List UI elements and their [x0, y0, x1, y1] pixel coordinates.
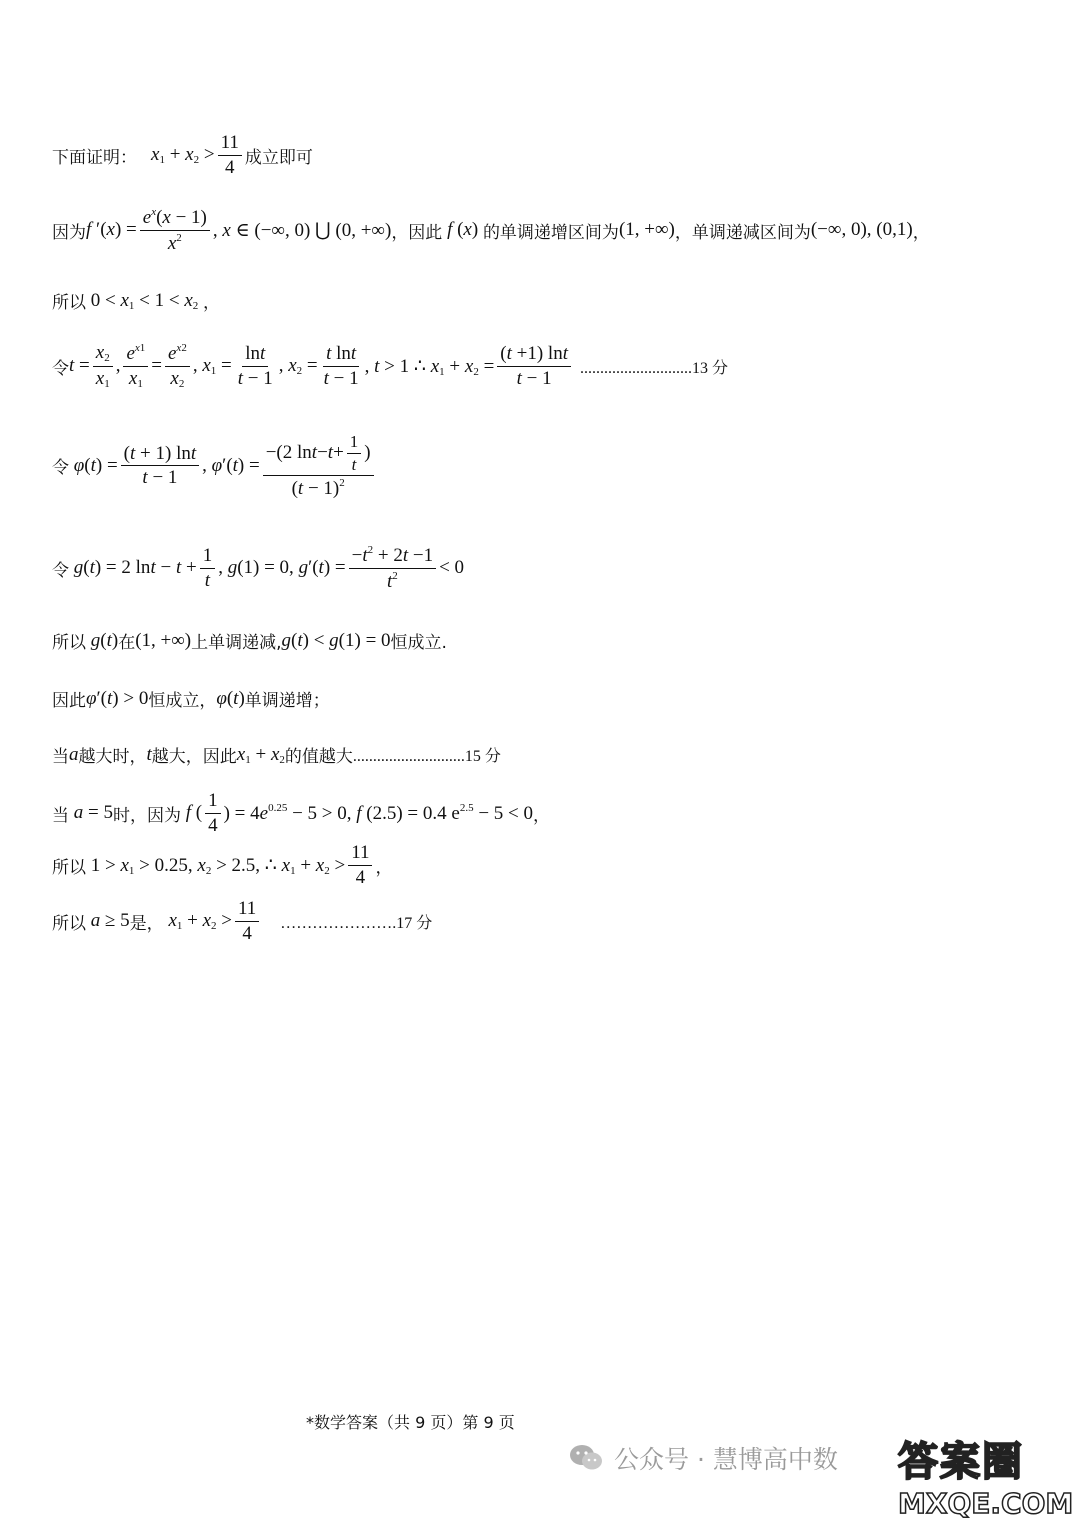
fraction: $\frac{11}{4}$ — [235, 898, 259, 945]
fraction: $\frac{\text{t lnt}}{t - 1}$ — [323, 342, 359, 389]
fraction: $\frac{1}{4}$ — [205, 790, 221, 837]
phi-definition-line: 令 φ(t) = $\frac{(t + 1) \ln t}{t - 1}$ , φ′(t) = −(2 ln t − t + $\frac{1}{t}$ ) $(t - 1)^2$ — [52, 432, 377, 500]
phi-increasing-line: 因此 φ′(t) > 0 恒成立， φ(t) 单调递增； — [52, 687, 330, 711]
site-logo: 答案圈 MXQE.COM — [898, 1439, 1074, 1520]
fraction: $\frac{1}{t}$ — [200, 545, 216, 592]
fraction: $\frac{-t^2 + 2t -1}{t^2}$ — [349, 544, 436, 593]
page-footer: *数学答案（共 9 页）第 9 页 — [306, 1413, 515, 1432]
fraction: −(2 ln t − t + $\frac{1}{t}$ ) $(t - 1)^2$ — [263, 432, 374, 500]
fraction: $\frac{11}{4}$ — [348, 842, 372, 889]
fraction: $\frac{(t +1) \ln t}{t - 1}$ — [497, 343, 571, 390]
fraction: $\frac{e^{x1}}{x_1}$ — [123, 342, 148, 390]
fraction: $\frac{(t + 1) \ln t}{t - 1}$ — [121, 443, 199, 490]
fraction: $\frac{e^x(x - 1)}{x^2}$ — [140, 206, 210, 255]
watermark-text: 公众号 · 慧博高中数 — [614, 1445, 838, 1474]
proof-statement: 下面证明： $x_1 + x_2$ > $\frac{11}{4}$ 成立即可 — [52, 132, 313, 178]
g-decreasing-line: 所以 g(t) 在 (1, +∞) 上单调递减, g(t) < g(1) = 0 恒成立. — [52, 629, 447, 653]
substitution-line: 令 t = $\frac{x_2}{x_1}$ , $\frac{e^{x1}}{x_1}$ = $\frac{e^{x2}}{x_2}$ , $x_1$ = $\frac{\ln t}{t - 1}$ , $x_2$ = $\frac{\text{t lnt}}{t - 1}$ , t > 1 ∴ $x_1 + x_2$ = $\frac{(t +1) \ln t}{t - 1}$ ............................13 分 — [52, 342, 729, 390]
fraction: $\frac{x_2}{x_1}$ — [93, 342, 113, 390]
fraction: $\frac{\ln t}{t - 1}$ — [237, 342, 273, 389]
watermark — [568, 1440, 838, 1476]
final-conclusion-line: 所以 a ≥ 5 是， $x_1 + x_2$ > $\frac{11}{4}$ ………………….17 分 — [52, 898, 433, 944]
monotonic-conclusion-line: 当 a 越大时， t 越大，因此 $x_1 + x_2$ 的值越大 ............................15 分 — [52, 743, 501, 767]
g-definition-line: 令 g(t) = 2 lnt − t + $\frac{1}{t}$ , g(1) = 0, g′(t) = $\frac{-t^2 + 2t -1}{t^2}$ < 0 — [52, 544, 465, 592]
fraction: $\frac{e^{x2}}{x_2}$ — [165, 342, 190, 390]
derivative-line: 因为 f ′(x) = $\frac{e^x(x - 1)}{x^2}$ , x ∈ (−∞, 0) ⋃ (0, +∞) ，因此 f (x) 的单调递增区间为 (1, +∞) ，单调递减区间为 (−∞, 0), (0,1) ， — [52, 206, 930, 254]
range-line: 所以 $0 < x_1 < 1 < x_2$ ， — [52, 289, 221, 313]
a-equals-5-line: 当 a = 5 时，因为 f ( $\frac{1}{4}$ ) = $4e^{0.25} - 5 > 0$, f (2.5) = 0.4 $e^{2.5} - 5 < 0$ ， — [52, 790, 551, 836]
fraction: $\frac{11}{4}$ — [218, 132, 242, 179]
interval-bound-line: 所以 $1 > x_1 > 0.25$, $x_2 > 2.5$, ∴ $x_1 + x_2$ > $\frac{11}{4}$ ， — [52, 842, 393, 888]
wechat-icon — [568, 1443, 604, 1473]
